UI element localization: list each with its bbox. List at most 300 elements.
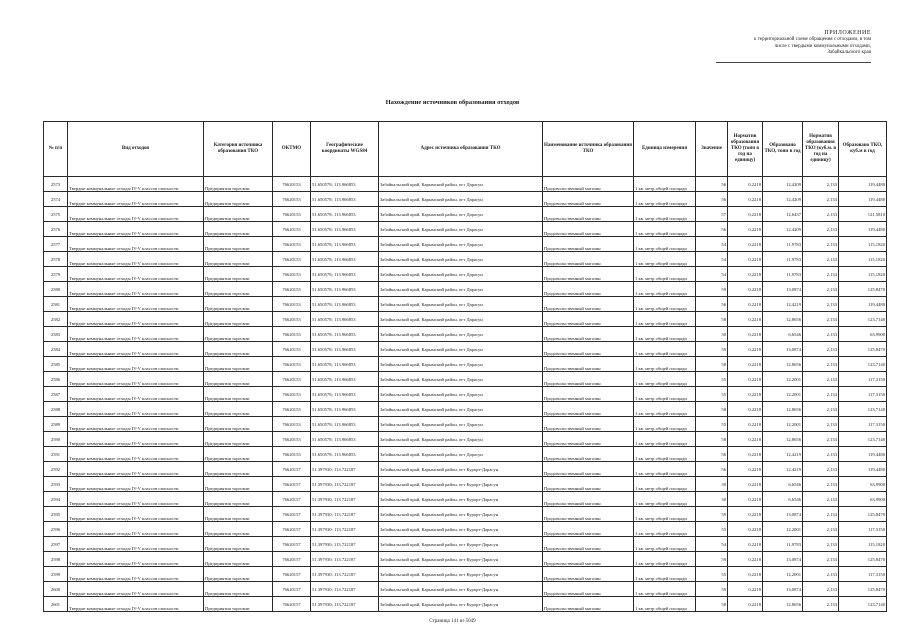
cell-category: Предприятия торговли [204, 477, 273, 492]
cell-norm-m3: 2,133 [803, 297, 839, 312]
table-row [44, 357, 887, 372]
cell-source-name: Продовольственный магазин [543, 402, 634, 417]
table-row [44, 552, 887, 567]
cell-source-name: Продовольственный магазин [543, 567, 634, 582]
cell-formed-m3: 125,8470 [839, 282, 887, 297]
cell-norm-t: 0,2218 [728, 342, 763, 357]
table-row [44, 492, 887, 507]
cell-norm-t: 0,2218 [728, 192, 763, 207]
cell-formed-m3: 119,4480 [839, 447, 887, 462]
cell-unit: 1 кв. метр общей площади [634, 537, 696, 552]
cell-norm-m3: 2,133 [803, 252, 839, 267]
cell-oktmo: 76620157 [273, 477, 311, 492]
cell-category: Предприятия торговли [204, 492, 273, 507]
cell-category: Предприятия торговли [204, 552, 273, 567]
document-title: Нахождение источников образования отходов [385, 99, 520, 106]
cell-category: Предприятия торговли [204, 207, 273, 222]
cell-formed-t: 12,8656 [763, 312, 803, 327]
cell-category: Предприятия торговли [204, 417, 273, 432]
cell-address: Забайкальский край, Карымский район, пгт Дарасун [379, 207, 543, 222]
cell-formed-t: 12,6437 [763, 207, 803, 222]
cell-num: 2590 [44, 432, 68, 447]
table-row [44, 267, 887, 282]
cell-formed-m3: 123,7140 [839, 357, 887, 372]
cell-value: 57 [696, 207, 728, 222]
cell-source-name: Продовольственный магазин [543, 507, 634, 522]
cell-unit: 1 кв. метр общей площади [634, 312, 696, 327]
cell-source-name: Продовольственный магазин [543, 327, 634, 342]
cell-value: 54 [696, 237, 728, 252]
cell-address: Забайкальский край, Карымский район, пгт Дарасун [379, 357, 543, 372]
cell-norm-m3: 2,133 [803, 552, 839, 567]
cell-coords: 51.397930; 113.722187 [311, 492, 379, 507]
cell-num: 2591 [44, 447, 68, 462]
table-row [44, 522, 887, 537]
cell-category: Предприятия торговли [204, 222, 273, 237]
cell-num: 2583 [44, 327, 68, 342]
cell-unit: 1 кв. метр общей площади [634, 177, 696, 192]
cell-norm-m3: 2,133 [803, 207, 839, 222]
table-row [44, 342, 887, 357]
cell-oktmo: 76620153 [273, 447, 311, 462]
cell-norm-t: 0,2218 [728, 477, 763, 492]
cell-value: 56 [696, 462, 728, 477]
cell-category: Предприятия торговли [204, 312, 273, 327]
cell-formed-m3: 115,1820 [839, 252, 887, 267]
cell-source-name: Продовольственный магазин [543, 372, 634, 387]
cell-address: Забайкальский край, Карымский район, пгт Дарасун [379, 312, 543, 327]
cell-source-name: Продовольственный магазин [543, 207, 634, 222]
col-header-norm-t: Норматив образования ТКО (тонн в год на единицу) [728, 122, 763, 177]
cell-address: Забайкальский край, Карымский район, пгт Дарасун [379, 417, 543, 432]
cell-address: Забайкальский край, Карымский район, пгт Курорт-Дарасун [379, 597, 543, 612]
cell-source-name: Продовольственный магазин [543, 252, 634, 267]
cell-category: Предприятия торговли [204, 327, 273, 342]
cell-source-name: Продовольственный магазин [543, 447, 634, 462]
cell-num: 2582 [44, 312, 68, 327]
cell-norm-t: 0,2218 [728, 597, 763, 612]
cell-waste: Твердые коммунальные отходы IV-V классов опасности [68, 357, 204, 372]
cell-formed-t: 13,0874 [763, 552, 803, 567]
cell-unit: 1 кв. метр общей площади [634, 192, 696, 207]
cell-num: 2593 [44, 477, 68, 492]
cell-waste: Твердые коммунальные отходы IV-V классов опасности [68, 342, 204, 357]
cell-norm-t: 0,2218 [728, 522, 763, 537]
cell-norm-m3: 2,133 [803, 267, 839, 282]
cell-norm-t: 0,2218 [728, 237, 763, 252]
cell-norm-t: 0,2218 [728, 462, 763, 477]
cell-waste: Твердые коммунальные отходы IV-V классов опасности [68, 492, 204, 507]
cell-source-name: Продовольственный магазин [543, 342, 634, 357]
cell-value: 58 [696, 312, 728, 327]
cell-oktmo: 76620157 [273, 462, 311, 477]
table-row [44, 207, 887, 222]
cell-oktmo: 76620157 [273, 537, 311, 552]
cell-address: Забайкальский край, Карымский район, пгт Дарасун [379, 252, 543, 267]
cell-formed-m3: 115,1820 [839, 537, 887, 552]
cell-norm-t: 0,2218 [728, 432, 763, 447]
cell-unit: 1 кв. метр общей площади [634, 387, 696, 402]
cell-coords: 51.397930; 113.722187 [311, 537, 379, 552]
cell-unit: 1 кв. метр общей площади [634, 237, 696, 252]
cell-value: 58 [696, 402, 728, 417]
cell-num: 2589 [44, 417, 68, 432]
cell-source-name: Продовольственный магазин [543, 537, 634, 552]
cell-coords: 51.397930; 113.722187 [311, 552, 379, 567]
cell-formed-t: 12,4219 [763, 447, 803, 462]
cell-coords: 51.650578; 113.966853 [311, 237, 379, 252]
table-row [44, 537, 887, 552]
cell-norm-m3: 2,133 [803, 567, 839, 582]
table-row [44, 417, 887, 432]
table-row [44, 507, 887, 522]
cell-address: Забайкальский край, Карымский район, пгт Курорт-Дарасун [379, 537, 543, 552]
cell-oktmo: 76620157 [273, 567, 311, 582]
cell-source-name: Продовольственный магазин [543, 477, 634, 492]
cell-source-name: Продовольственный магазин [543, 267, 634, 282]
cell-waste: Твердые коммунальные отходы IV-V классов опасности [68, 567, 204, 582]
cell-source-name: Продовольственный магазин [543, 282, 634, 297]
cell-formed-t: 12,8656 [763, 402, 803, 417]
cell-address: Забайкальский край, Карымский район, пгт Курорт-Дарасун [379, 582, 543, 597]
cell-norm-m3: 2,133 [803, 477, 839, 492]
cell-num: 2594 [44, 492, 68, 507]
table-row [44, 192, 887, 207]
cell-formed-t: 12,2001 [763, 567, 803, 582]
cell-value: 56 [696, 222, 728, 237]
cell-norm-m3: 2,133 [803, 237, 839, 252]
cell-norm-m3: 2,133 [803, 447, 839, 462]
cell-oktmo: 76620153 [273, 282, 311, 297]
table-row [44, 327, 887, 342]
cell-category: Предприятия торговли [204, 402, 273, 417]
cell-formed-m3: 123,7140 [839, 432, 887, 447]
cell-source-name: Продовольственный магазин [543, 357, 634, 372]
cell-category: Предприятия торговли [204, 582, 273, 597]
cell-norm-m3: 2,133 [803, 177, 839, 192]
cell-category: Предприятия торговли [204, 372, 273, 387]
cell-num: 2595 [44, 507, 68, 522]
cell-norm-t: 0,2218 [728, 372, 763, 387]
cell-formed-t: 12,2001 [763, 522, 803, 537]
cell-num: 2585 [44, 357, 68, 372]
cell-num: 2600 [44, 582, 68, 597]
cell-formed-t: 13,0874 [763, 507, 803, 522]
cell-coords: 51.397930; 113.722187 [311, 597, 379, 612]
cell-value: 30 [696, 477, 728, 492]
cell-value: 54 [696, 267, 728, 282]
cell-category: Предприятия торговли [204, 237, 273, 252]
cell-waste: Твердые коммунальные отходы IV-V классов опасности [68, 522, 204, 537]
cell-waste: Твердые коммунальные отходы IV-V классов опасности [68, 327, 204, 342]
cell-waste: Твердые коммунальные отходы IV-V классов опасности [68, 207, 204, 222]
cell-category: Предприятия торговли [204, 522, 273, 537]
cell-norm-m3: 2,133 [803, 192, 839, 207]
cell-unit: 1 кв. метр общей площади [634, 417, 696, 432]
cell-formed-m3: 119,4480 [839, 192, 887, 207]
cell-norm-t: 0,2218 [728, 447, 763, 462]
cell-coords: 51.650578; 113.966853 [311, 432, 379, 447]
cell-unit: 1 кв. метр общей площади [634, 297, 696, 312]
cell-formed-m3: 125,8470 [839, 507, 887, 522]
cell-category: Предприятия торговли [204, 177, 273, 192]
cell-num: 2588 [44, 402, 68, 417]
table-row [44, 402, 887, 417]
cell-address: Забайкальский край, Карымский район, пгт Дарасун [379, 192, 543, 207]
cell-address: Забайкальский край, Карымский район, пгт Дарасун [379, 342, 543, 357]
cell-norm-m3: 2,133 [803, 357, 839, 372]
cell-unit: 1 кв. метр общей площади [634, 477, 696, 492]
cell-waste: Твердые коммунальные отходы IV-V классов опасности [68, 507, 204, 522]
cell-formed-t: 12,2001 [763, 387, 803, 402]
cell-norm-m3: 2,133 [803, 522, 839, 537]
cell-waste: Твердые коммунальные отходы IV-V классов опасности [68, 582, 204, 597]
cell-norm-t: 0,2218 [728, 552, 763, 567]
cell-category: Предприятия торговли [204, 282, 273, 297]
cell-coords: 51.650578; 113.966853 [311, 177, 379, 192]
cell-formed-t: 12,2001 [763, 417, 803, 432]
appendix-line: к территориальной схеме обращения с отходами, в том [754, 37, 871, 43]
cell-norm-m3: 2,133 [803, 402, 839, 417]
cell-norm-t: 0,2218 [728, 537, 763, 552]
cell-waste: Твердые коммунальные отходы IV-V классов опасности [68, 597, 204, 612]
cell-formed-m3: 63,9900 [839, 477, 887, 492]
cell-num: 2586 [44, 372, 68, 387]
cell-formed-t: 13,0874 [763, 282, 803, 297]
cell-coords: 51.650578; 113.966853 [311, 312, 379, 327]
cell-value: 55 [696, 387, 728, 402]
appendix-line: Забайкальского края [827, 49, 871, 55]
cell-formed-t: 12,2001 [763, 372, 803, 387]
cell-waste: Твердые коммунальные отходы IV-V классов опасности [68, 402, 204, 417]
cell-waste: Твердые коммунальные отходы IV-V классов опасности [68, 222, 204, 237]
cell-oktmo: 76620153 [273, 327, 311, 342]
cell-coords: 51.397930; 113.722187 [311, 462, 379, 477]
cell-coords: 51.397930; 113.722187 [311, 477, 379, 492]
cell-formed-m3: 123,7140 [839, 402, 887, 417]
cell-formed-m3: 117,3150 [839, 522, 887, 537]
cell-formed-m3: 117,3150 [839, 417, 887, 432]
cell-category: Предприятия торговли [204, 447, 273, 462]
cell-value: 59 [696, 507, 728, 522]
cell-formed-m3: 117,3150 [839, 372, 887, 387]
cell-formed-m3: 63,9900 [839, 327, 887, 342]
table-row [44, 177, 887, 192]
cell-source-name: Продовольственный магазин [543, 552, 634, 567]
cell-num: 2574 [44, 192, 68, 207]
cell-address: Забайкальский край, Карымский район, пгт Курорт-Дарасун [379, 567, 543, 582]
cell-address: Забайкальский край, Карымский район, пгт Дарасун [379, 237, 543, 252]
cell-category: Предприятия торговли [204, 537, 273, 552]
cell-value: 55 [696, 417, 728, 432]
cell-formed-t: 11,9783 [763, 237, 803, 252]
cell-unit: 1 кв. метр общей площади [634, 507, 696, 522]
cell-category: Предприятия торговли [204, 252, 273, 267]
cell-waste: Твердые коммунальные отходы IV-V классов опасности [68, 552, 204, 567]
col-header-category: Категория источника образования ТКО [204, 122, 273, 177]
cell-num: 2575 [44, 207, 68, 222]
cell-coords: 51.650578; 113.966853 [311, 252, 379, 267]
table-row [44, 387, 887, 402]
cell-waste: Твердые коммунальные отходы IV-V классов опасности [68, 312, 204, 327]
cell-waste: Твердые коммунальные отходы IV-V классов опасности [68, 537, 204, 552]
cell-formed-m3: 123,7140 [839, 597, 887, 612]
cell-oktmo: 76620153 [273, 312, 311, 327]
table-row [44, 582, 887, 597]
cell-oktmo: 76620153 [273, 387, 311, 402]
cell-norm-m3: 2,133 [803, 537, 839, 552]
cell-norm-m3: 2,133 [803, 342, 839, 357]
cell-unit: 1 кв. метр общей площади [634, 342, 696, 357]
cell-unit: 1 кв. метр общей площади [634, 357, 696, 372]
appendix-block [671, 30, 871, 63]
cell-unit: 1 кв. метр общей площади [634, 522, 696, 537]
col-header-address: Адрес источника образования ТКО [379, 122, 543, 177]
cell-norm-t: 0,2218 [728, 327, 763, 342]
col-header-num: № п/п [44, 122, 68, 177]
cell-norm-m3: 2,133 [803, 327, 839, 342]
cell-num: 2598 [44, 552, 68, 567]
cell-unit: 1 кв. метр общей площади [634, 207, 696, 222]
table-row [44, 567, 887, 582]
cell-coords: 51.650578; 113.966853 [311, 402, 379, 417]
cell-source-name: Продовольственный магазин [543, 297, 634, 312]
cell-waste: Твердые коммунальные отходы IV-V классов опасности [68, 282, 204, 297]
cell-unit: 1 кв. метр общей площади [634, 447, 696, 462]
cell-oktmo: 76620153 [273, 417, 311, 432]
cell-address: Забайкальский край, Карымский район, пгт Дарасун [379, 282, 543, 297]
cell-formed-t: 6,6546 [763, 492, 803, 507]
cell-unit: 1 кв. метр общей площади [634, 582, 696, 597]
cell-address: Забайкальский край, Карымский район, пгт Курорт-Дарасун [379, 477, 543, 492]
col-header-oktmo: ОКТМО [273, 122, 311, 177]
cell-source-name: Продовольственный магазин [543, 192, 634, 207]
cell-category: Предприятия торговли [204, 567, 273, 582]
cell-formed-m3: 123,7140 [839, 312, 887, 327]
cell-formed-m3: 117,3150 [839, 387, 887, 402]
cell-norm-t: 0,2218 [728, 312, 763, 327]
cell-formed-t: 6,6546 [763, 477, 803, 492]
cell-coords: 51.650578; 113.966853 [311, 222, 379, 237]
cell-formed-t: 13,0874 [763, 582, 803, 597]
cell-unit: 1 кв. метр общей площади [634, 372, 696, 387]
cell-value: 58 [696, 432, 728, 447]
cell-oktmo: 76620153 [273, 297, 311, 312]
cell-norm-t: 0,2218 [728, 507, 763, 522]
cell-unit: 1 кв. метр общей площади [634, 552, 696, 567]
cell-norm-m3: 2,133 [803, 582, 839, 597]
cell-formed-m3: 121,5810 [839, 207, 887, 222]
cell-waste: Твердые коммунальные отходы IV-V классов опасности [68, 177, 204, 192]
cell-waste: Твердые коммунальные отходы IV-V классов опасности [68, 387, 204, 402]
cell-coords: 51.650578; 113.966853 [311, 192, 379, 207]
cell-address: Забайкальский край, Карымский район, пгт Дарасун [379, 177, 543, 192]
cell-waste: Твердые коммунальные отходы IV-V классов опасности [68, 192, 204, 207]
table-row [44, 222, 887, 237]
cell-source-name: Продовольственный магазин [543, 417, 634, 432]
cell-waste: Твердые коммунальные отходы IV-V классов опасности [68, 477, 204, 492]
cell-value: 58 [696, 357, 728, 372]
cell-norm-t: 0,2218 [728, 567, 763, 582]
cell-norm-t: 0,2218 [728, 357, 763, 372]
cell-formed-t: 12,8656 [763, 357, 803, 372]
cell-coords: 51.650578; 113.966853 [311, 342, 379, 357]
cell-value: 54 [696, 537, 728, 552]
col-header-source-name: Наименование источника образования ТКО [543, 122, 634, 177]
cell-address: Забайкальский край, Карымский район, пгт Дарасун [379, 402, 543, 417]
cell-coords: 51.650578; 113.966853 [311, 447, 379, 462]
cell-formed-m3: 63,9900 [839, 492, 887, 507]
cell-formed-t: 11,9783 [763, 537, 803, 552]
cell-value: 58 [696, 597, 728, 612]
table-row [44, 447, 887, 462]
cell-norm-m3: 2,133 [803, 462, 839, 477]
cell-formed-m3: 125,8470 [839, 552, 887, 567]
cell-address: Забайкальский край, Карымский район, пгт Курорт-Дарасун [379, 522, 543, 537]
cell-oktmo: 76620153 [273, 342, 311, 357]
cell-norm-m3: 2,133 [803, 282, 839, 297]
cell-num: 2578 [44, 252, 68, 267]
cell-formed-m3: 119,4480 [839, 177, 887, 192]
cell-source-name: Продовольственный магазин [543, 312, 634, 327]
cell-oktmo: 76620157 [273, 552, 311, 567]
cell-category: Предприятия торговли [204, 432, 273, 447]
cell-oktmo: 76620157 [273, 492, 311, 507]
cell-source-name: Продовольственный магазин [543, 177, 634, 192]
cell-source-name: Продовольственный магазин [543, 492, 634, 507]
cell-source-name: Продовольственный магазин [543, 432, 634, 447]
cell-value: 55 [696, 522, 728, 537]
cell-num: 2587 [44, 387, 68, 402]
cell-address: Забайкальский край, Карымский район, пгт Дарасун [379, 297, 543, 312]
cell-address: Забайкальский край, Карымский район, пгт Курорт-Дарасун [379, 462, 543, 477]
col-header-formed-t: Образовано ТКО, тонн в год [763, 122, 803, 177]
cell-formed-t: 6,6546 [763, 327, 803, 342]
cell-num: 2573 [44, 177, 68, 192]
cell-category: Предприятия торговли [204, 267, 273, 282]
cell-norm-t: 0,2218 [728, 252, 763, 267]
cell-value: 59 [696, 282, 728, 297]
cell-norm-t: 0,2218 [728, 417, 763, 432]
col-header-coords: Географические координаты WGS84 [311, 122, 379, 177]
cell-formed-m3: 115,1820 [839, 267, 887, 282]
col-header-norm-m3: Норматив образования ТКО (куб.м. в год на единицу) [803, 122, 839, 177]
appendix-divider [716, 62, 871, 63]
cell-formed-t: 12,4209 [763, 177, 803, 192]
cell-oktmo: 76620157 [273, 522, 311, 537]
cell-norm-m3: 2,133 [803, 387, 839, 402]
cell-norm-m3: 2,133 [803, 222, 839, 237]
cell-norm-t: 0,2218 [728, 177, 763, 192]
cell-category: Предприятия торговли [204, 357, 273, 372]
cell-source-name: Продовольственный магазин [543, 237, 634, 252]
cell-formed-t: 11,9783 [763, 267, 803, 282]
cell-oktmo: 76620153 [273, 192, 311, 207]
cell-oktmo: 76620153 [273, 222, 311, 237]
cell-coords: 51.397930; 113.722187 [311, 522, 379, 537]
cell-unit: 1 кв. метр общей площади [634, 327, 696, 342]
col-header-formed-m3: Образовано ТКО, куб.м в год [839, 122, 887, 177]
cell-address: Забайкальский край, Карымский район, пгт Дарасун [379, 387, 543, 402]
cell-norm-t: 0,2218 [728, 297, 763, 312]
cell-num: 2596 [44, 522, 68, 537]
cell-oktmo: 76620153 [273, 267, 311, 282]
cell-unit: 1 кв. метр общей площади [634, 462, 696, 477]
cell-waste: Твердые коммунальные отходы IV-V классов опасности [68, 417, 204, 432]
cell-formed-m3: 125,8470 [839, 582, 887, 597]
cell-num: 2580 [44, 282, 68, 297]
cell-category: Предприятия торговли [204, 192, 273, 207]
